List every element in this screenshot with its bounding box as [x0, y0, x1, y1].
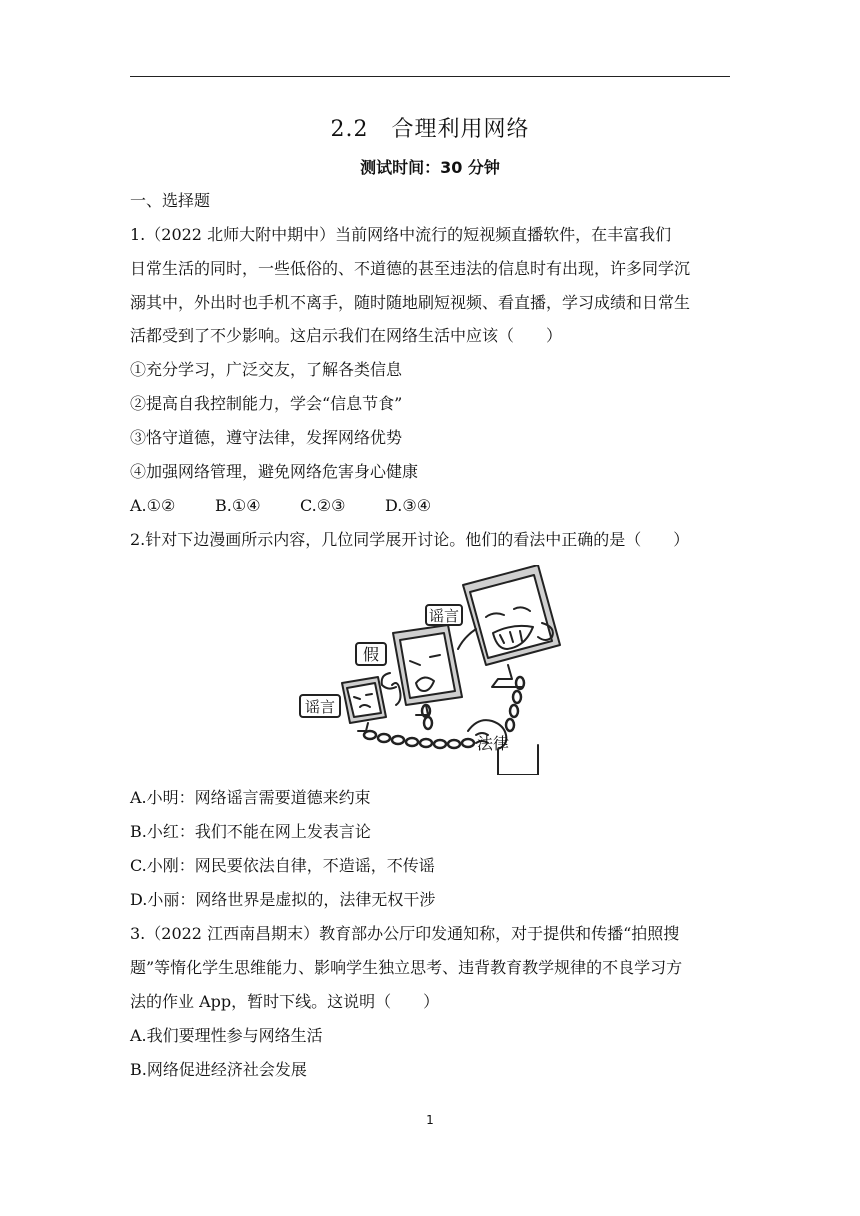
- header-rule: [130, 76, 730, 77]
- page-title: 2.2 合理利用网络: [330, 117, 530, 142]
- q3-option-b[interactable]: B.网络促进经济社会发展: [130, 1060, 307, 1079]
- q1-line-1: 1.（2022 北师大附中期中）当前网络中流行的短视频直播软件，在丰富我们: [130, 225, 672, 244]
- q2-option-c[interactable]: C.小刚：网民要依法自律，不造谣，不传谣: [130, 856, 435, 875]
- q1-option-b[interactable]: B.①④: [215, 496, 261, 515]
- large-monitor: [458, 565, 560, 687]
- small-monitor: [342, 677, 401, 731]
- q1-options: [130, 495, 730, 517]
- q2-option-a[interactable]: A.小明：网络谣言需要道德来约束: [130, 788, 371, 807]
- q1-line-2: 日常生活的同时，一些低俗的、不道德的甚至违法的信息时有出现，许多同学沉: [130, 259, 691, 278]
- label-fake: 假: [362, 645, 380, 664]
- q1-statement-1: ①充分学习，广泛交友，了解各类信息: [130, 360, 403, 379]
- q1-statement-4: ④加强网络管理，避免网络危害身心健康: [130, 462, 419, 481]
- q1-option-c[interactable]: C.②③: [300, 496, 346, 515]
- q1-statement-3: ③恪守道德，遵守法律，发挥网络优势: [130, 428, 403, 447]
- q3-line-2: 题”等惰化学生思维能力、影响学生独立思考、违背教育教学规律的不良学习方: [130, 958, 683, 977]
- q1-statement-2: ②提高自我控制能力，学会“信息节食”: [130, 394, 403, 413]
- q3-line-3: 法的作业 App，暂时下线。这说明（ ）: [130, 992, 440, 1011]
- q1-option-d[interactable]: D.③④: [385, 496, 432, 515]
- q1-option-a[interactable]: A.①②: [130, 496, 176, 515]
- test-time: 测试时间：30 分钟: [360, 158, 500, 177]
- label-rumor-left: 谣言: [304, 698, 336, 716]
- q3-line-1: 3.（2022 江西南昌期末）教育部办公厅印发通知称，对于提供和传播“拍照搜: [130, 924, 680, 943]
- q2-option-d[interactable]: D.小丽：网络世界是虚拟的，法律无权干涉: [130, 890, 436, 909]
- rumor-law-cartoon: [298, 565, 578, 775]
- q2-stem: 2.针对下边漫画所示内容，几位同学展开讨论。他们的看法中正确的是（ ）: [130, 530, 690, 549]
- q1-line-3: 溺其中，外出时也手机不离手，随时随地刷短视频、看直播，学习成绩和日常生: [130, 293, 691, 312]
- label-rumor-top: 谣言: [428, 607, 460, 625]
- section-heading: 一、选择题: [130, 191, 211, 210]
- q2-option-b[interactable]: B.小红：我们不能在网上发表言论: [130, 822, 371, 841]
- label-law: 法律: [476, 734, 510, 753]
- page-number: 1: [426, 1113, 434, 1127]
- middle-monitor: [382, 625, 462, 715]
- q1-line-4: 活都受到了不少影响。这启示我们在网络生活中应该（ ）: [130, 326, 563, 345]
- q3-option-a[interactable]: A.我们要理性参与网络生活: [130, 1026, 323, 1045]
